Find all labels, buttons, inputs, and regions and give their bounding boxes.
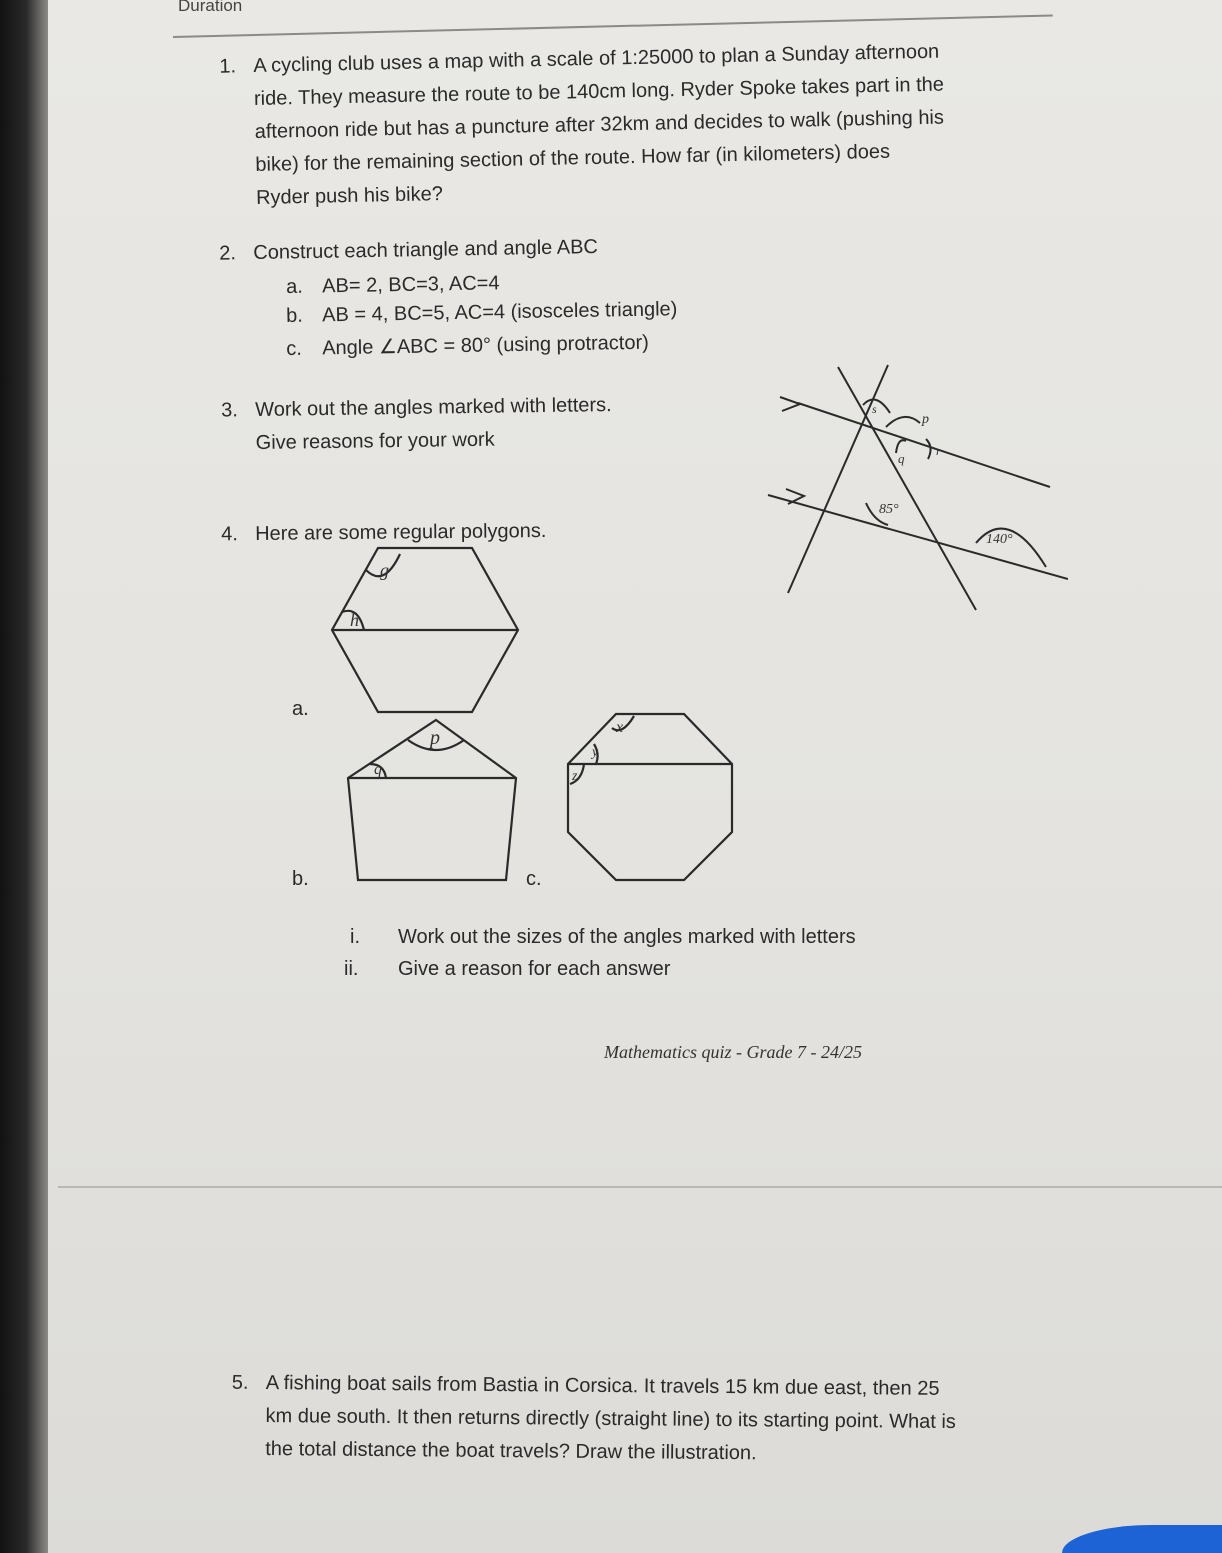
polygon-label-c: c. [526, 868, 542, 890]
question-4-task-ii [344, 958, 670, 981]
duration-label: Duration [178, 0, 243, 15]
task-text: Work out the sizes of the angles marked with letters [398, 926, 856, 948]
question-1-line: bike) for the remaining section of the route. How far (in kilometers) does [255, 140, 891, 176]
part-label: a. [286, 275, 304, 298]
part-text: AB = 4, BC=5, AC=4 (isosceles triangle) [321, 298, 678, 327]
question-3-line: Work out the angles marked with letters. [255, 394, 612, 421]
page-break-line [58, 1186, 1222, 1188]
question-5-number: 5. [231, 1371, 249, 1394]
question-3 [221, 387, 736, 460]
task-label: ii. [344, 958, 359, 980]
angle-label-p: p [922, 412, 929, 427]
angle-label-140: 140° [986, 532, 1013, 547]
task-label: i. [350, 926, 360, 948]
question-2-number: 2. [219, 242, 237, 265]
angle-arc-r [926, 439, 931, 459]
question-1-line: afternoon ride but has a puncture after 32km and decides to walk (pushing his [254, 106, 945, 143]
angle-label-r: r [936, 444, 941, 458]
octagon-shape [568, 714, 732, 880]
angle-label-q: q [898, 451, 905, 466]
angle-label-s: s [872, 402, 877, 416]
angle-label-z: z [572, 769, 578, 784]
angle-label-p: p [430, 727, 440, 749]
page-left-edge [0, 0, 48, 1553]
angle-label-g: g [380, 560, 389, 580]
transversal-2 [838, 367, 976, 610]
angle-label-h: h [350, 610, 359, 630]
hexagon-diagram [326, 540, 526, 720]
question-4-number: 4. [221, 523, 238, 546]
question-1-line: A cycling club uses a map with a scale of 1:25000 to plan a Sunday afternoon [253, 40, 940, 77]
question-5-line: A fishing boat sails from Bastia in Corsica. It travels 15 km due east, then 25 [265, 1371, 940, 1400]
octagon-diagram [558, 708, 742, 888]
part-text: Angle ∠ABC = 80° (using protractor) [322, 331, 650, 360]
angle-label-x: x [616, 719, 624, 736]
polygon-label-a: a. [292, 698, 309, 720]
angle-arc-p [886, 417, 920, 427]
question-4-text: Here are some regular polygons. [255, 519, 547, 545]
header-rule [173, 14, 1053, 37]
question-1 [219, 33, 1076, 215]
question-5-line: the total distance the boat travels? Draw the illustration. [265, 1437, 757, 1465]
quiz-footer: Mathematics quiz - Grade 7 - 24/25 [604, 1042, 862, 1062]
task-text: Give a reason for each answer [398, 958, 671, 980]
question-3-line: Give reasons for your work [255, 428, 495, 454]
angle-label-85: 85° [879, 502, 899, 517]
question-2 [219, 225, 953, 270]
question-5 [231, 1367, 1126, 1474]
angle-label-y: y [592, 745, 599, 760]
question-5-line: km due south. It then returns directly (straight line) to its starting point. What is [265, 1404, 956, 1434]
parallel-lines-diagram [738, 355, 1068, 620]
question-3-number: 3. [221, 399, 239, 422]
question-2-part-c [286, 330, 649, 361]
question-2-text: Construct each triangle and angle ABC [253, 235, 599, 264]
polygon-label-b: b. [292, 868, 309, 890]
blue-shape-corner [1062, 1525, 1222, 1553]
part-label: c. [286, 337, 302, 360]
question-1-line: ride. They measure the route to be 140cm long. Ryder Spoke takes part in the [253, 73, 945, 110]
question-1-number: 1. [219, 55, 237, 78]
parallel-arrow-icon [780, 397, 800, 411]
question-4-task-i [350, 926, 856, 949]
worksheet-page [48, 0, 1222, 1553]
question-2-part-a [286, 272, 500, 299]
question-1-line: Ryder push his bike? [255, 183, 444, 209]
part-text: AB= 2, BC=3, AC=4 [321, 272, 500, 298]
pentagon-diagram [340, 712, 530, 890]
angle-label-q: q [374, 761, 382, 778]
part-label: b. [286, 304, 304, 327]
question-2-part-b [286, 298, 678, 328]
